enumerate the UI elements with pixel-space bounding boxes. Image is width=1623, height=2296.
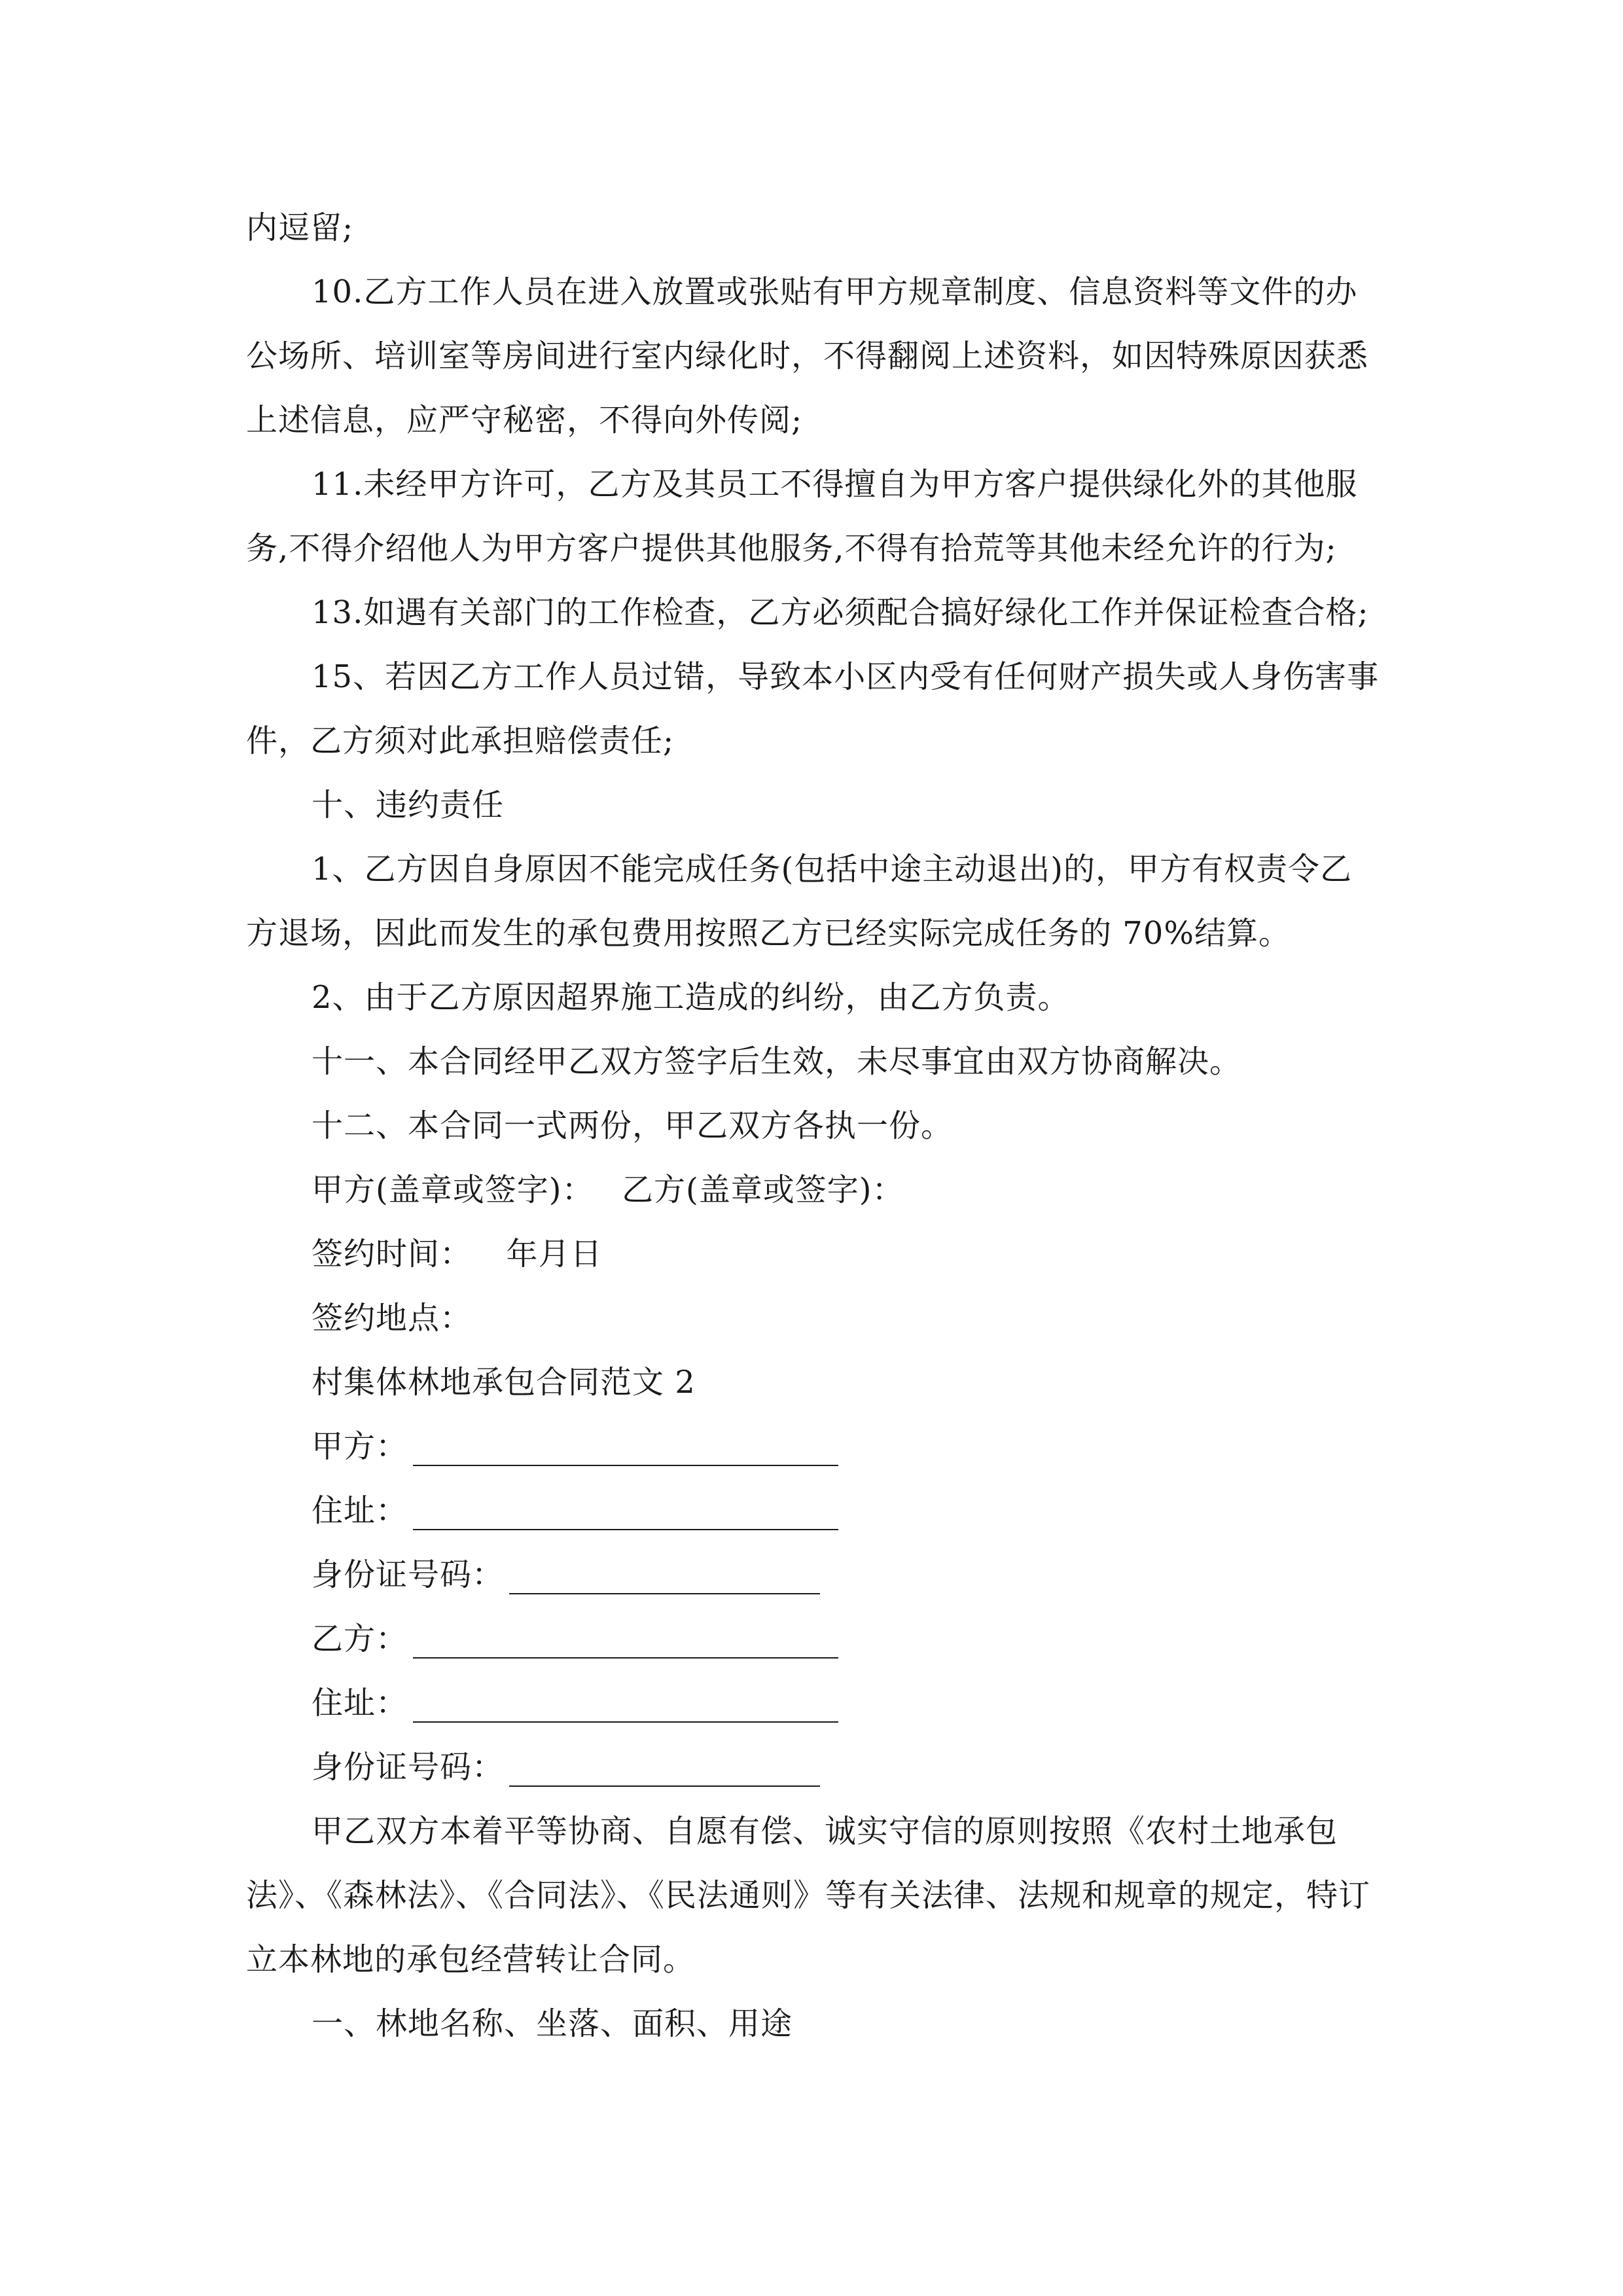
party-a-id-blank[interactable]	[509, 1564, 820, 1594]
clause-15-line-2: 件，乙方须对此承担赔偿责任;	[246, 723, 675, 759]
liability-2: 2、由于乙方原因超界施工造成的纠纷，由乙方负责。	[312, 979, 1070, 1016]
signing-time-label: 签约时间：	[312, 1236, 473, 1272]
party-b-field	[312, 1619, 838, 1659]
party-a-label: 甲方：	[312, 1428, 408, 1465]
clause-13: 13.如遇有关部门的工作检查，乙方必须配合搞好绿化工作并保证检查合格;	[312, 594, 1369, 631]
clause-15-line-1: 15、若因乙方工作人员过错，导致本小区内受有任何财产损失或人身伤害事	[312, 658, 1380, 695]
signing-place-label: 签约地点：	[312, 1300, 473, 1336]
party-b-id-field	[312, 1748, 820, 1787]
signing-time-row	[312, 1234, 603, 1274]
party-a-address-label: 住址：	[312, 1492, 408, 1529]
party-b-address-field	[312, 1683, 838, 1723]
party-a-address-blank[interactable]	[413, 1500, 838, 1530]
party-a-address-field	[312, 1491, 838, 1530]
section-10-heading: 十、违约责任	[312, 787, 505, 823]
section-11: 十一、本合同经甲乙双方签字后生效，未尽事宜由双方协商解决。	[312, 1043, 1242, 1080]
clause-10-line-3: 上述信息，应严守秘密，不得向外传阅;	[246, 402, 803, 439]
party-b-blank[interactable]	[413, 1628, 838, 1659]
section-12: 十二、本合同一式两份，甲乙双方各执一份。	[312, 1107, 954, 1144]
clause-11-line-2: 务,不得介绍他人为甲方客户提供其他服务,不得有拾荒等其他未经允许的行为;	[246, 530, 1337, 567]
party-a-id-field	[312, 1555, 820, 1594]
party-a-signature-label: 甲方(盖章或签字)：	[312, 1172, 594, 1208]
party-b-id-label: 身份证号码：	[312, 1749, 505, 1785]
party-b-address-label: 住址：	[312, 1685, 408, 1721]
paragraph-continuation: 内逗留;	[246, 209, 354, 246]
party-a-blank[interactable]	[413, 1436, 838, 1466]
party-b-id-blank[interactable]	[509, 1757, 820, 1787]
clause-10-line-2: 公场所、培训室等房间进行室内绿化时，不得翻阅上述资料，如因特殊原因获悉	[246, 338, 1369, 374]
party-a-field	[312, 1427, 838, 1466]
party-a-id-label: 身份证号码：	[312, 1556, 505, 1593]
section-1-heading: 一、林地名称、坐落、面积、用途	[312, 2005, 793, 2042]
preamble-line-3: 立本林地的承包经营转让合同。	[246, 1941, 696, 1978]
contract-2-title: 村集体林地承包合同范文 2	[312, 1364, 696, 1401]
party-b-label: 乙方：	[312, 1621, 408, 1657]
liability-1-line-2: 方退场，因此而发生的承包费用按照乙方已经实际完成任务的 70%结算。	[246, 915, 1291, 952]
signing-time-value: 年月日	[506, 1236, 603, 1272]
party-b-signature-label: 乙方(盖章或签字)：	[622, 1172, 904, 1208]
preamble-line-2: 法》、《森林法》、《合同法》、《民法通则》等有关法律、法规和规章的规定，特订	[246, 1877, 1371, 1914]
preamble-line-1: 甲乙双方本着平等协商、自愿有偿、诚实守信的原则按照《农村土地承包	[312, 1813, 1338, 1850]
clause-10-line-1: 10.乙方工作人员在进入放置或张贴有甲方规章制度、信息资料等文件的办	[312, 274, 1358, 310]
liability-1-line-1: 1、乙方因自身原因不能完成任务(包括中途主动退出)的，甲方有权责令乙	[312, 851, 1352, 888]
signature-row	[312, 1170, 904, 1210]
party-b-address-blank[interactable]	[413, 1693, 838, 1723]
clause-11-line-1: 11.未经甲方许可，乙方及其员工不得擅自为甲方客户提供绿化外的其他服	[312, 466, 1358, 503]
